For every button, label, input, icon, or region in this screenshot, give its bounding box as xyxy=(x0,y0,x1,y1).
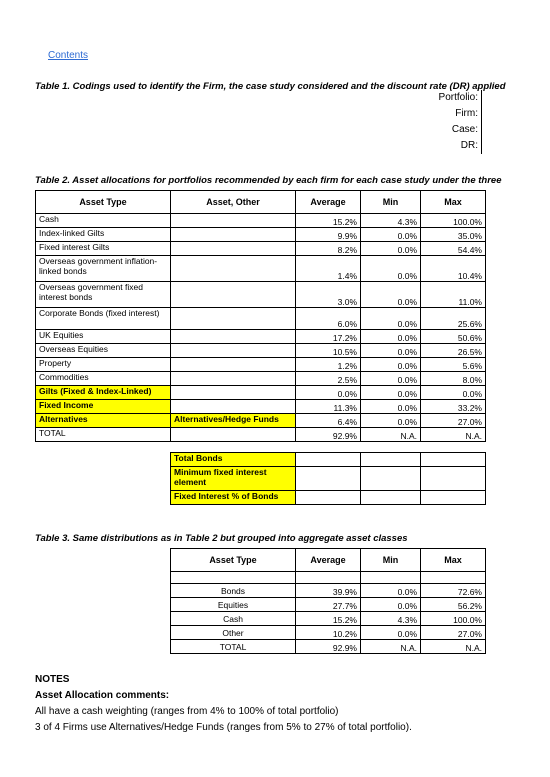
asset-type-cell: Corporate Bonds (fixed interest) xyxy=(36,308,171,330)
empty-cell xyxy=(361,453,421,467)
min-cell: N.A. xyxy=(361,428,421,442)
empty-cell xyxy=(296,491,361,505)
table-row xyxy=(36,344,486,358)
min-cell: 0.0% xyxy=(361,358,421,372)
min-cell: 4.3% xyxy=(361,214,421,228)
min-cell: 0.0% xyxy=(361,256,421,282)
average-cell: 9.9% xyxy=(296,228,361,242)
max-cell: 26.5% xyxy=(421,344,486,358)
table-row xyxy=(36,308,486,330)
table-row xyxy=(171,626,486,640)
asset-type-cell: Overseas government fixed interest bonds xyxy=(36,282,171,308)
average-cell: 10.2% xyxy=(296,626,361,640)
min-cell: 0.0% xyxy=(361,414,421,428)
min-cell: 0.0% xyxy=(361,598,421,612)
max-cell: N.A. xyxy=(421,428,486,442)
average-cell: 92.9% xyxy=(296,428,361,442)
table-row xyxy=(171,598,486,612)
average-cell: 92.9% xyxy=(296,640,361,654)
max-cell: 50.6% xyxy=(421,330,486,344)
max-cell: 11.0% xyxy=(421,282,486,308)
table-row xyxy=(36,256,486,282)
average-cell: 11.3% xyxy=(296,400,361,414)
empty-cell xyxy=(421,491,486,505)
header-asset-type: Asset Type xyxy=(36,191,171,214)
asset-type-cell: Cash xyxy=(36,214,171,228)
min-cell: N.A. xyxy=(361,640,421,654)
asset-type-cell: Commodities xyxy=(36,372,171,386)
min-cell: 0.0% xyxy=(361,400,421,414)
table3-caption: Table 3. Same distributions as in Table 2 but grouped into aggregate asset classes xyxy=(35,533,408,544)
spacer-cell xyxy=(361,572,421,584)
table1-fields xyxy=(380,90,482,154)
average-cell: 39.9% xyxy=(296,584,361,598)
bonds-summary-table xyxy=(170,452,486,505)
spacer-cell xyxy=(421,572,486,584)
table-row xyxy=(36,372,486,386)
header-min: Min xyxy=(361,191,421,214)
average-cell: 17.2% xyxy=(296,330,361,344)
allocation-table xyxy=(35,190,486,442)
asset-other-cell xyxy=(171,428,296,442)
max-cell: 27.0% xyxy=(421,414,486,428)
max-cell: 33.2% xyxy=(421,400,486,414)
min-cell: 4.3% xyxy=(361,612,421,626)
max-cell: 100.0% xyxy=(421,612,486,626)
asset-type-cell: Property xyxy=(36,358,171,372)
header-asset-other: Asset, Other xyxy=(171,191,296,214)
empty-cell xyxy=(421,453,486,467)
table-row xyxy=(171,491,486,505)
min-cell: 0.0% xyxy=(361,386,421,400)
average-cell: 27.7% xyxy=(296,598,361,612)
table-total-row xyxy=(171,640,486,654)
max-cell: N.A. xyxy=(421,640,486,654)
dr-label: DR: xyxy=(460,140,478,151)
header-max: Max xyxy=(421,549,486,572)
notes-line: All have a cash weighting (ranges from 4% to 100% of total portfolio) xyxy=(35,706,339,717)
asset-other-cell xyxy=(171,308,296,330)
portfolio-label: Portfolio: xyxy=(438,92,478,103)
table1-caption: Table 1. Codings used to identify the Firm, the case study considered and the discount rate (DR) applied xyxy=(35,81,506,92)
average-cell: 8.2% xyxy=(296,242,361,256)
table-row xyxy=(171,612,486,626)
table-row xyxy=(36,228,486,242)
max-cell: 10.4% xyxy=(421,256,486,282)
asset-type-cell: UK Equities xyxy=(36,330,171,344)
asset-other-cell xyxy=(171,358,296,372)
table2-caption: Table 2. Asset allocations for portfolios recommended by each firm for each case study under the three xyxy=(35,175,502,186)
aggregate-table xyxy=(170,548,486,654)
max-cell: 8.0% xyxy=(421,372,486,386)
table-row xyxy=(171,467,486,491)
max-cell: 56.2% xyxy=(421,598,486,612)
notes-line: 3 of 4 Firms use Alternatives/Hedge Funds (ranges from 5% to 27% of total portfolio). xyxy=(35,722,412,733)
fixed-interest-pct-label: Fixed Interest % of Bonds xyxy=(171,491,296,505)
average-cell: 1.2% xyxy=(296,358,361,372)
average-cell: 1.4% xyxy=(296,256,361,282)
asset-type-cell: Other xyxy=(171,626,296,640)
header-max: Max xyxy=(421,191,486,214)
min-cell: 0.0% xyxy=(361,282,421,308)
table-header-row xyxy=(171,549,486,572)
total-bonds-label: Total Bonds xyxy=(171,453,296,467)
average-cell: 15.2% xyxy=(296,214,361,228)
empty-cell xyxy=(361,467,421,491)
empty-cell xyxy=(296,467,361,491)
asset-other-cell xyxy=(171,386,296,400)
table-total-row xyxy=(36,428,486,442)
notes-subtitle: Asset Allocation comments: xyxy=(35,690,170,701)
empty-cell xyxy=(296,453,361,467)
header-average: Average xyxy=(296,549,361,572)
table-row xyxy=(36,282,486,308)
asset-type-cell: Fixed Income xyxy=(36,400,171,414)
table-row xyxy=(36,242,486,256)
average-cell: 6.0% xyxy=(296,308,361,330)
asset-other-cell xyxy=(171,256,296,282)
average-cell: 0.0% xyxy=(296,386,361,400)
min-cell: 0.0% xyxy=(361,372,421,386)
asset-type-cell: Gilts (Fixed & Index-Linked) xyxy=(36,386,171,400)
asset-other-cell xyxy=(171,282,296,308)
spacer-cell xyxy=(296,572,361,584)
table-row xyxy=(171,453,486,467)
header-average: Average xyxy=(296,191,361,214)
table-header-row xyxy=(36,191,486,214)
notes-section xyxy=(35,672,412,736)
table-row xyxy=(171,572,486,584)
min-cell: 0.0% xyxy=(361,330,421,344)
asset-other-cell xyxy=(171,344,296,358)
min-cell: 0.0% xyxy=(361,308,421,330)
asset-other-cell xyxy=(171,400,296,414)
max-cell: 72.6% xyxy=(421,584,486,598)
asset-type-cell: Overseas government inflation-linked bonds xyxy=(36,256,171,282)
asset-type-cell: TOTAL xyxy=(36,428,171,442)
asset-other-cell xyxy=(171,228,296,242)
asset-other-cell: Alternatives/Hedge Funds xyxy=(171,414,296,428)
min-cell: 0.0% xyxy=(361,242,421,256)
asset-type-cell: TOTAL xyxy=(171,640,296,654)
max-cell: 100.0% xyxy=(421,214,486,228)
table-row-highlighted xyxy=(36,400,486,414)
max-cell: 25.6% xyxy=(421,308,486,330)
asset-type-cell: Bonds xyxy=(171,584,296,598)
max-cell: 0.0% xyxy=(421,386,486,400)
average-cell: 2.5% xyxy=(296,372,361,386)
empty-cell xyxy=(421,467,486,491)
case-label: Case: xyxy=(451,124,478,135)
contents-link[interactable]: Contents xyxy=(48,50,89,61)
asset-type-cell: Fixed interest Gilts xyxy=(36,242,171,256)
min-cell: 0.0% xyxy=(361,344,421,358)
header-min: Min xyxy=(361,549,421,572)
asset-type-cell: Index-linked Gilts xyxy=(36,228,171,242)
table-row-highlighted xyxy=(36,386,486,400)
header-asset-type: Asset Type xyxy=(171,549,296,572)
min-cell: 0.0% xyxy=(361,584,421,598)
asset-other-cell xyxy=(171,242,296,256)
average-cell: 15.2% xyxy=(296,612,361,626)
average-cell: 10.5% xyxy=(296,344,361,358)
empty-cell xyxy=(361,491,421,505)
max-cell: 54.4% xyxy=(421,242,486,256)
asset-other-cell xyxy=(171,330,296,344)
asset-type-cell: Alternatives xyxy=(36,414,171,428)
notes-title: NOTES xyxy=(35,674,70,685)
asset-type-cell: Overseas Equities xyxy=(36,344,171,358)
asset-type-cell: Equities xyxy=(171,598,296,612)
spacer-cell xyxy=(171,572,296,584)
asset-type-cell: Cash xyxy=(171,612,296,626)
table-row xyxy=(36,330,486,344)
table-row-highlighted xyxy=(36,414,486,428)
asset-other-cell xyxy=(171,372,296,386)
table-row xyxy=(171,584,486,598)
min-fixed-interest-label: Minimum fixed interest element xyxy=(171,467,296,491)
max-cell: 35.0% xyxy=(421,228,486,242)
average-cell: 3.0% xyxy=(296,282,361,308)
average-cell: 6.4% xyxy=(296,414,361,428)
table-row xyxy=(36,214,486,228)
min-cell: 0.0% xyxy=(361,228,421,242)
min-cell: 0.0% xyxy=(361,626,421,640)
asset-other-cell xyxy=(171,214,296,228)
max-cell: 27.0% xyxy=(421,626,486,640)
firm-label: Firm: xyxy=(455,108,478,119)
max-cell: 5.6% xyxy=(421,358,486,372)
table-row xyxy=(36,358,486,372)
